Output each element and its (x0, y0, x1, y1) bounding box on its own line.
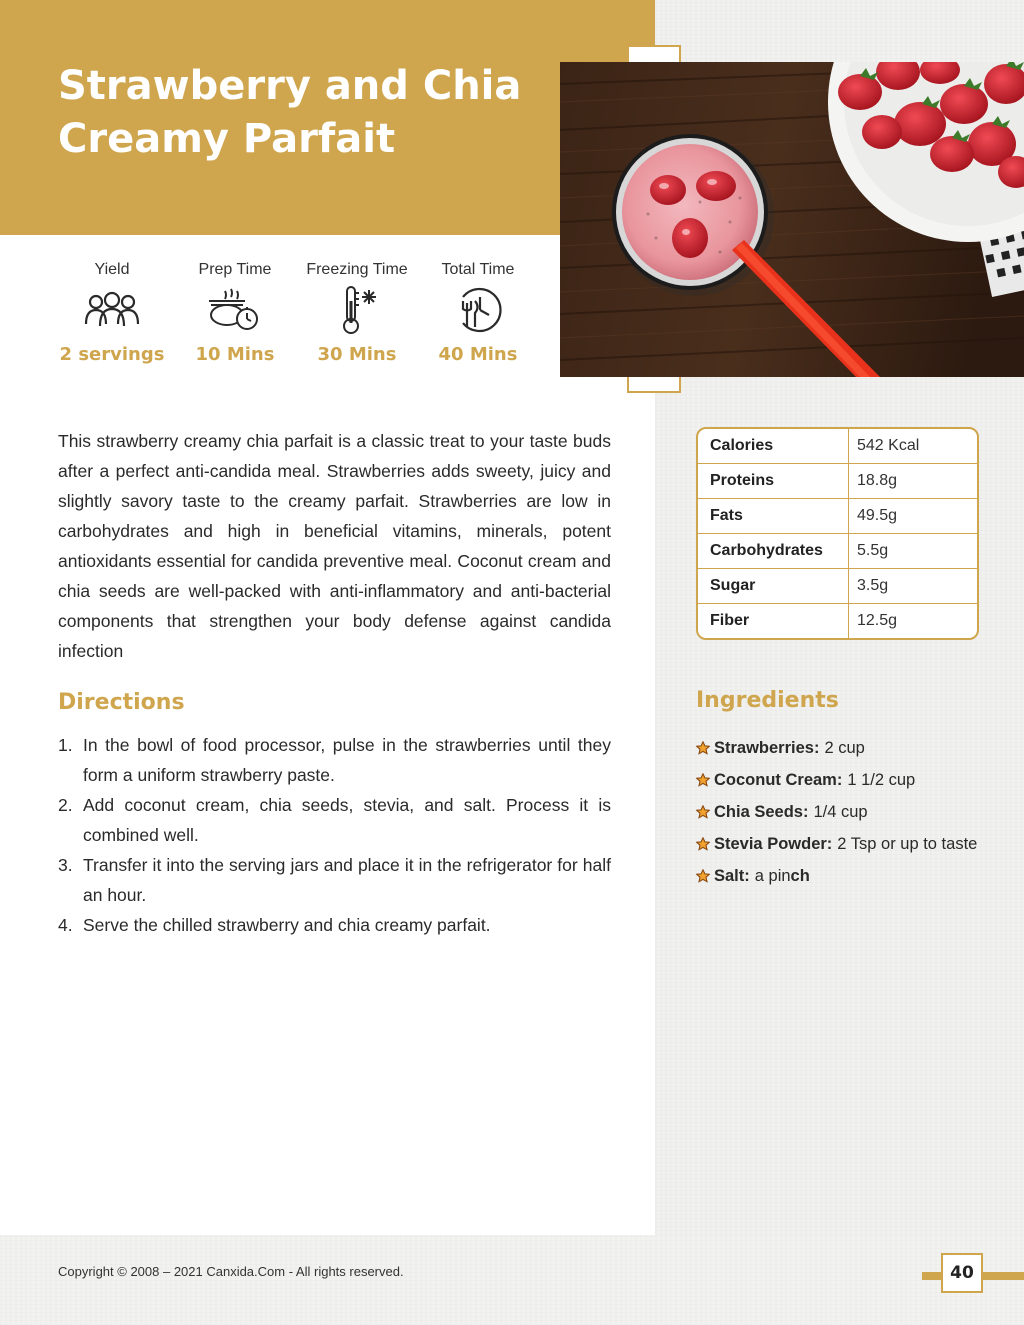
directions-list (58, 730, 611, 940)
ingredient-name: Salt: (714, 867, 750, 885)
nutrient-value: 12.5g (857, 612, 898, 629)
stat-label: Prep Time (198, 261, 272, 278)
ingredient-name: Coconut Cream: (714, 771, 843, 789)
ingredient-amount: a pin (754, 867, 791, 885)
stat-label: Freezing Time (306, 261, 408, 278)
nutrition-row (698, 534, 977, 569)
ingredients-heading: Ingredients (696, 688, 839, 713)
stat-value: 2 servings (59, 344, 165, 365)
star-bullet-icon (696, 805, 710, 819)
recipe-photo (560, 62, 1024, 377)
stat-label: Total Time (441, 261, 515, 278)
ingredient-item (696, 764, 977, 796)
thermometer-snowflake-icon (292, 282, 422, 338)
star-bullet-icon (696, 837, 710, 851)
ingredient-amount: 1 1/2 cup (847, 771, 916, 789)
stat-value: 10 Mins (195, 344, 275, 365)
stat-value: 30 Mins (317, 344, 397, 365)
direction-step (58, 730, 611, 790)
step-text: Transfer it into the serving jars and place it in the refrigerator for half an hour. (83, 855, 611, 905)
ingredient-item (696, 732, 977, 764)
ingredient-amount: 2 Tsp or up to taste (837, 835, 978, 853)
recipe-title: Strawberry and Chia Creamy Parfait (58, 63, 522, 162)
stat-total-time (413, 258, 543, 365)
direction-step (58, 850, 611, 910)
step-number: 1. (58, 735, 73, 755)
recipe-description: This strawberry creamy chia parfait is a classic treat to your taste buds after a perfect anti-candida meal. Strawberries adds sweety, juicy and slightly savory taste to the creamy parfait. Strawberries are low in carbohydrates and high in beneficial vitamins, minerals, potent antioxidants essential for candida preventive meal. Coconut cream and chia seeds are well-packed with anti-inflammatory and anti-bacterial components that strengthen your body defense against candida infection (58, 431, 611, 661)
title-block (0, 0, 655, 235)
ingredient-item (696, 860, 977, 892)
nutrition-row (698, 499, 977, 534)
star-bullet-icon (696, 869, 710, 883)
nutrient-name: Fiber (698, 604, 849, 639)
step-number: 2. (58, 795, 73, 815)
ingredient-name: Stevia Powder: (714, 835, 833, 853)
step-text: Add coconut cream, chia seeds, stevia, and salt. Process it is combined well. (83, 795, 611, 845)
stat-freezing-time (292, 258, 422, 365)
nutrient-value: 49.5g (849, 499, 978, 534)
nutrient-name: Sugar (698, 569, 849, 604)
page-number: 40 (941, 1253, 983, 1293)
nutrient-name: Proteins (698, 464, 849, 499)
nutrient-name: Calories (698, 429, 849, 464)
nutrition-row (698, 569, 977, 604)
nutrient-value: 3.5g (849, 569, 978, 604)
clock-cutlery-icon (413, 282, 543, 338)
nutrient-name: Fats (698, 499, 849, 534)
stat-prep-time (170, 258, 300, 365)
step-number: 3. (58, 855, 73, 875)
stat-yield (47, 258, 177, 365)
direction-step (58, 910, 611, 940)
ingredient-amount: 1/4 cup (813, 803, 868, 821)
stat-label: Yield (94, 261, 130, 278)
star-bullet-icon (696, 773, 710, 787)
copyright-text: Copyright © 2008 – 2021 Canxida.Com - All rights reserved. (58, 1264, 404, 1279)
nutrition-row (698, 604, 977, 639)
ingredients-list (696, 732, 977, 892)
stat-value: 40 Mins (438, 344, 518, 365)
nutrition-row (698, 464, 977, 499)
nutrition-row (698, 429, 977, 464)
step-text: Serve the chilled strawberry and chia creamy parfait. (83, 915, 491, 935)
ingredient-name: Strawberries: (714, 739, 820, 757)
star-bullet-icon (696, 741, 710, 755)
ingredient-item (696, 828, 977, 860)
direction-step (58, 790, 611, 850)
nutrient-value: 18.8g (849, 464, 978, 499)
footer-band (0, 1235, 1024, 1325)
step-number: 4. (58, 915, 73, 935)
people-icon (47, 282, 177, 338)
nutrient-value: 5.5g (849, 534, 978, 569)
cooking-pan-timer-icon (170, 282, 300, 338)
ingredient-item (696, 796, 977, 828)
ingredient-name: Chia Seeds: (714, 803, 809, 821)
nutrition-table (696, 427, 979, 640)
ingredient-amount: 2 cup (824, 739, 865, 757)
nutrient-value: 542 Kcal (849, 429, 978, 464)
nutrient-name: Carbohydrates (698, 534, 849, 569)
directions-heading: Directions (58, 690, 185, 715)
ingredient-amount-bold-suffix: ch (790, 867, 810, 885)
step-text: In the bowl of food processor, pulse in the strawberries until they form a uniform strawberry paste. (83, 735, 611, 785)
